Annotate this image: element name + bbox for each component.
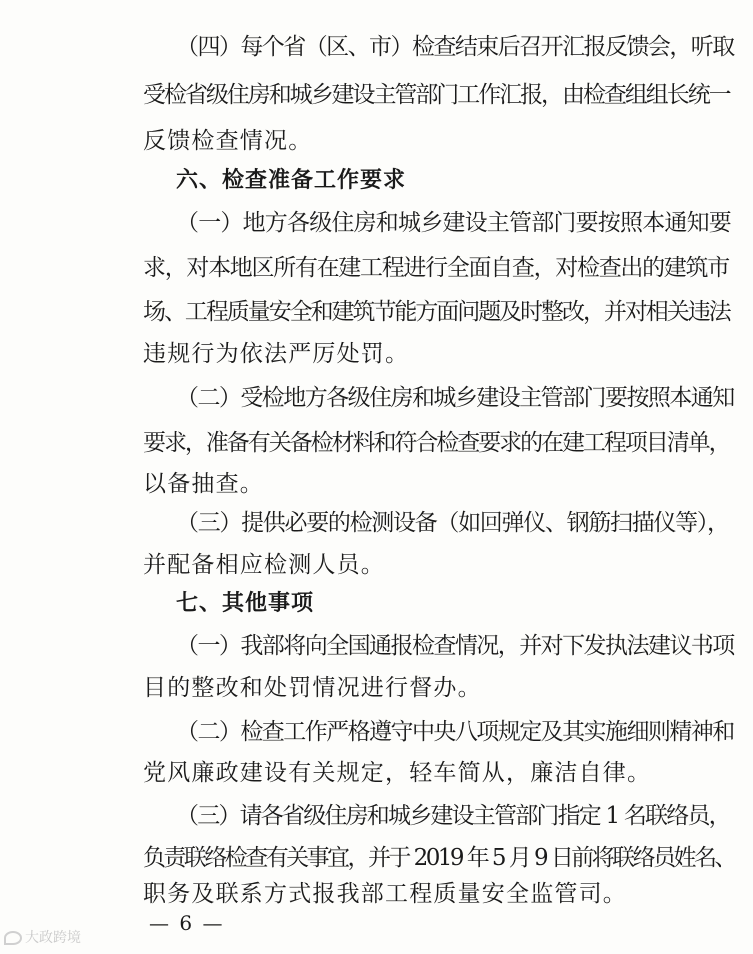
paragraph-line: 以备抽查。 [143, 471, 264, 497]
paragraph-line: （二）受检地方各级住房和城乡建设主管部门要按照本通知 [176, 385, 734, 411]
watermark-text: 大政跨境 [25, 930, 81, 946]
watermark [4, 928, 81, 948]
paragraph-line: 职务及联系方式报我部工程质量安全监管司。 [143, 881, 627, 907]
paragraph-line: 负责联络检查有关事宜，并于 2019 年 5 月 9 日前将联络员姓名、 [143, 845, 735, 871]
paragraph-line: （一）我部将向全国通报检查情况，并对下发执法建议书项 [176, 633, 734, 659]
paragraph-line: 党风廉政建设有关规定，轻车简从，廉洁自律。 [143, 760, 652, 786]
paragraph-line: （四）每个省（区、市）检查结束后召开汇报反馈会，听取 [176, 34, 734, 60]
section-heading-7: 七、其他事项 [176, 591, 315, 616]
watermark-logo-icon [4, 931, 22, 945]
paragraph-line: 并配备相应检测人员。 [143, 552, 385, 578]
paragraph-line: 求，对本地区所有在建工程进行全面自查，对检查出的建筑市 [143, 255, 729, 281]
page-number: — 6 — [149, 911, 225, 935]
paragraph-line: （一）地方各级住房和城乡建设主管部门要按照本通知要 [176, 210, 732, 236]
paragraph-line: 违规行为依法严厉处罚。 [143, 341, 410, 367]
paragraph-line: （三）请各省级住房和城乡建设主管部门指定 1 名联络员， [176, 803, 730, 829]
paragraph-line: 场、工程质量安全和建筑节能方面问题及时整改，并对相关违法 [143, 299, 730, 325]
paragraph-line: （二）检查工作严格遵守中央八项规定及其实施细则精神和 [176, 719, 734, 745]
paragraph-line: 要求，准备有关备检材料和符合检查要求的在建工程项目清单， [143, 430, 730, 456]
section-heading-6: 六、检查准备工作要求 [176, 168, 407, 193]
paragraph-line: 反馈检查情况。 [143, 128, 313, 154]
paragraph-line: 目的整改和处罚情况进行督办。 [143, 675, 482, 701]
paragraph-line: （三）提供必要的检测设备（如回弹仪、钢筋扫描仪等）， [176, 510, 729, 536]
paragraph-line: 受检省级住房和城乡建设主管部门工作汇报，由检查组组长统一 [143, 82, 730, 108]
